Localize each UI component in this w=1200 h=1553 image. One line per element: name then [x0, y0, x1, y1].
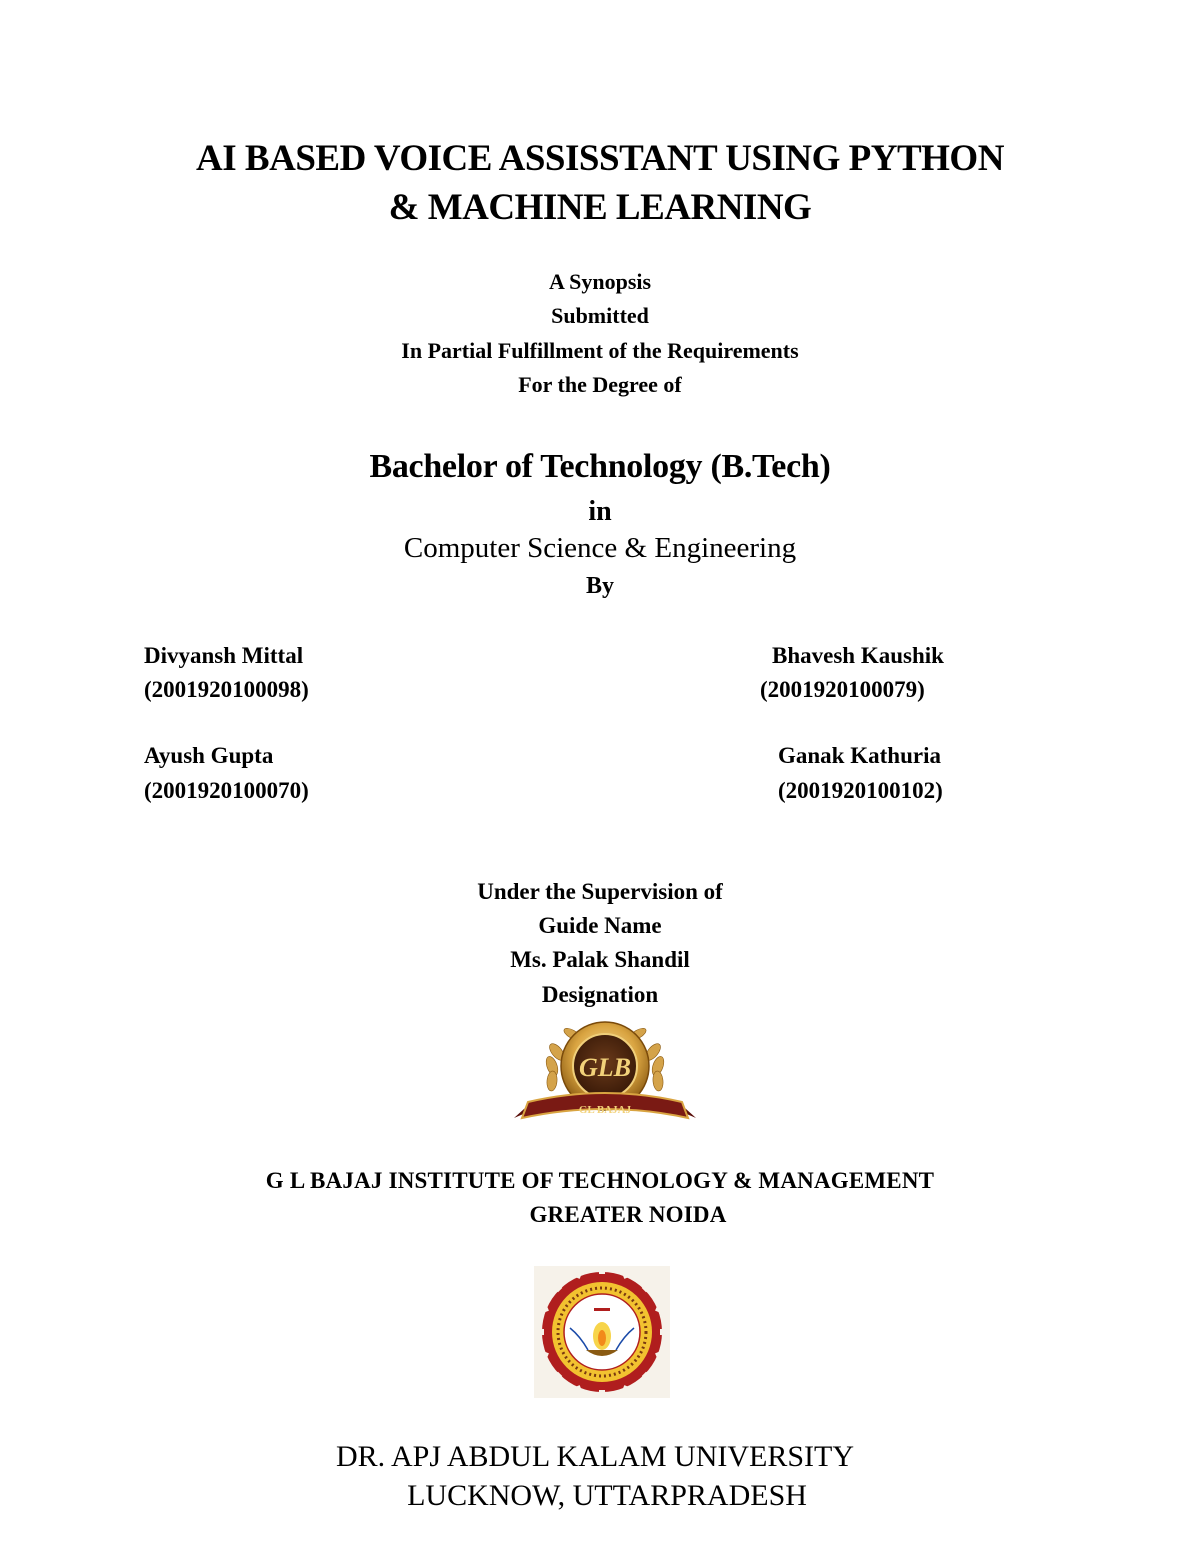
svg-text:GL BAJAJ: GL BAJAJ: [578, 1104, 632, 1116]
degree-by: By: [585, 573, 614, 599]
student-1-name: Divyansh Mittal: [144, 643, 304, 668]
student-3-name: Ayush Gupta: [144, 743, 274, 768]
university-name: DR. APJ ABDUL KALAM UNIVERSITY: [335, 1440, 855, 1473]
degree-in: in: [588, 496, 612, 527]
student-4-name: Ganak Kathuria: [778, 743, 941, 768]
document-title-line-1: AI BASED VOICE ASSISSTANT USING PYTHON: [196, 138, 1004, 179]
student-2-name: Bhavesh Kaushik: [772, 643, 944, 668]
synopsis-line-4: For the Degree of: [518, 372, 682, 397]
supervision-guide-name: Ms. Palak Shandil: [510, 947, 690, 972]
synopsis-line-1: A Synopsis: [548, 269, 652, 294]
degree-branch: Computer Science & Engineering: [403, 532, 797, 564]
document-title-line-2: & MACHINE LEARNING: [388, 187, 812, 228]
gl-bajaj-emblem-icon: [510, 1014, 700, 1126]
aktu-seal-icon: [534, 1266, 670, 1398]
student-2-roll: (2001920100079): [760, 677, 925, 702]
degree-name: Bachelor of Technology (B.Tech): [369, 448, 831, 485]
supervision-line-4: Designation: [541, 982, 659, 1007]
synopsis-line-3: In Partial Fulfillment of the Requirements: [401, 338, 799, 363]
institute-name: G L BAJAJ INSTITUTE OF TECHNOLOGY & MANAGEMENT: [265, 1168, 935, 1193]
institute-location: GREATER NOIDA: [529, 1202, 727, 1227]
supervision-line-2: Guide Name: [538, 913, 662, 938]
supervision-line-1: Under the Supervision of: [477, 879, 723, 904]
synopsis-line-2: Submitted: [551, 303, 649, 328]
university-location: LUCKNOW, UTTARPRADESH: [407, 1479, 807, 1512]
student-3-roll: (2001920100070): [144, 778, 309, 803]
svg-text:GLB: GLB: [579, 1053, 631, 1082]
student-1-roll: (2001920100098): [144, 677, 309, 702]
student-4-roll: (2001920100102): [778, 778, 943, 803]
